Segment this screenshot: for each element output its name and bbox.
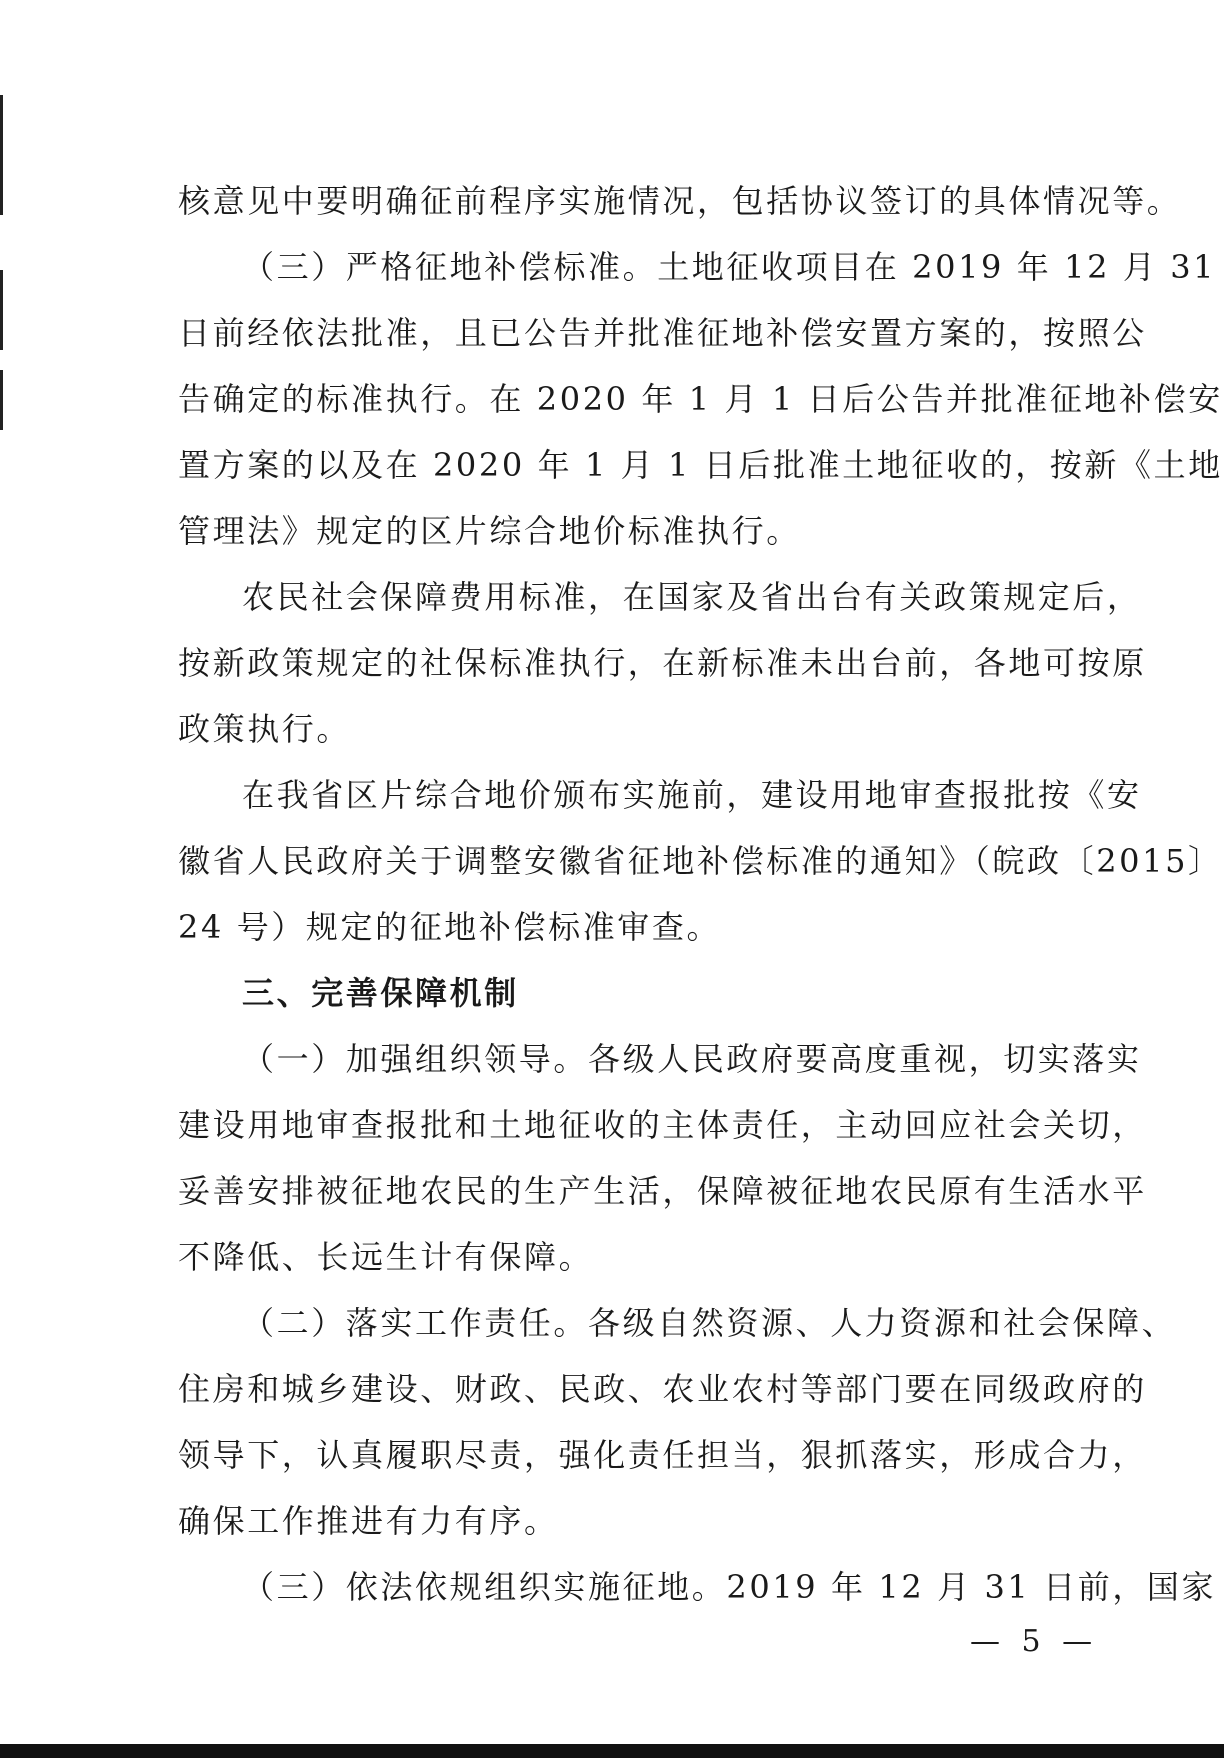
text-line: 领导下，认真履职尽责，强化责任担当，狠抓落实，形成合力， — [178, 1436, 1147, 1474]
text-line: 住房和城乡建设、财政、民政、农业农村等部门要在同级政府的 — [178, 1370, 1147, 1408]
text-line: 在我省区片综合地价颁布实施前，建设用地审查报批按《安 — [242, 776, 1142, 814]
text-line: 政策执行。 — [178, 710, 352, 748]
text-line: 核意见中要明确征前程序实施情况，包括协议签订的具体情况等。 — [178, 182, 1182, 220]
text-line: 不降低、长远生计有保障。 — [178, 1238, 594, 1276]
body-text — [178, 168, 1223, 1620]
text-line: （三）依法依规组织实施征地。2019 年 12 月 31 日前，国家 — [242, 1568, 1217, 1606]
scan-bottom-edge — [0, 1744, 1224, 1758]
page-number: — 5 — — [970, 1624, 1099, 1659]
text-line: 确保工作推进有力有序。 — [178, 1502, 559, 1540]
text-line: 置方案的以及在 2020 年 1 月 1 日后批准土地征收的，按新《土地 — [178, 446, 1223, 484]
text-line: （二）落实工作责任。各级自然资源、人力资源和社会保障、 — [242, 1304, 1177, 1342]
section-heading: 三、完善保障机制 — [242, 974, 519, 1012]
text-line: 按新政策规定的社保标准执行，在新标准未出台前，各地可按原 — [178, 644, 1147, 682]
scan-edge-mark — [0, 370, 3, 430]
scan-edge-mark — [0, 270, 3, 350]
text-line: （三）严格征地补偿标准。土地征收项目在 2019 年 12 月 31 — [242, 248, 1217, 286]
text-line: 农民社会保障费用标准，在国家及省出台有关政策规定后， — [242, 578, 1142, 616]
text-line: 建设用地审查报批和土地征收的主体责任，主动回应社会关切， — [178, 1106, 1147, 1144]
scan-edge-mark — [0, 95, 3, 215]
text-line: 妥善安排被征地农民的生产生活，保障被征地农民原有生活水平 — [178, 1172, 1147, 1210]
text-line: 24 号）规定的征地补偿标准审查。 — [178, 908, 722, 946]
text-line: 管理法》规定的区片综合地价标准执行。 — [178, 512, 801, 550]
text-line: 日前经依法批准，且已公告并批准征地补偿安置方案的，按照公 — [178, 314, 1147, 352]
text-line: 徽省人民政府关于调整安徽省征地补偿标准的通知》（皖政〔2015〕 — [178, 842, 1223, 880]
text-line: （一）加强组织领导。各级人民政府要高度重视，切实落实 — [242, 1040, 1142, 1078]
text-line: 告确定的标准执行。在 2020 年 1 月 1 日后公告并批准征地补偿安 — [178, 380, 1223, 418]
